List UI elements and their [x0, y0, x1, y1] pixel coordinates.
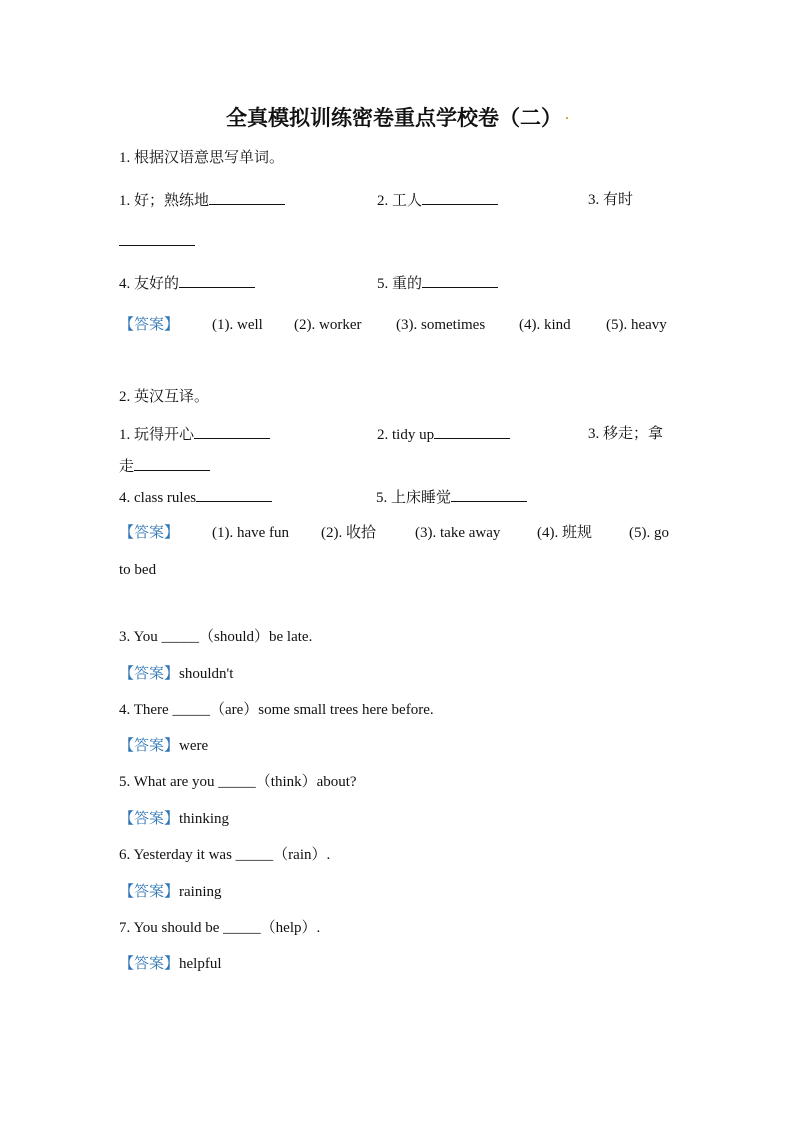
answer-blank[interactable]: [422, 273, 498, 288]
answer-6: [119, 882, 222, 902]
question-7: 7. You should be _____（help）.: [119, 920, 321, 936]
answer-label: 【答案】: [119, 956, 180, 972]
answer-blank[interactable]: [209, 190, 285, 205]
item-text: 2. 工人: [377, 193, 423, 209]
answer-blank[interactable]: [422, 190, 498, 205]
answer-text: raining: [179, 884, 222, 900]
answer-5: [119, 809, 229, 829]
item-text: 5. 重的: [377, 276, 423, 292]
page-title: 全真模拟训练密卷重点学校卷（二）: [226, 106, 562, 130]
q2-item-3: 3. 移走；拿: [588, 426, 664, 442]
q1-item-5: [377, 273, 498, 294]
question-5: 5. What are you _____（think）about?: [119, 774, 357, 790]
q1-item-4: [119, 273, 255, 294]
item-text: 1. 好；熟练地: [119, 193, 210, 209]
q2-answer-2: (2). 收拾: [321, 525, 376, 541]
q1-answer-4: (4). kind: [519, 317, 571, 333]
answer-blank[interactable]: [179, 273, 255, 288]
answer-blank[interactable]: [134, 456, 210, 471]
q2-item-2: [377, 424, 510, 445]
item-text: 4. class rules: [119, 490, 197, 506]
q1-answer-1: (1). well: [212, 317, 263, 333]
item-text: 5. 上床睡觉: [376, 490, 452, 506]
question-6: 6. Yesterday it was _____（rain）.: [119, 847, 331, 863]
answer-7: [119, 954, 222, 974]
q1-heading: 1. 根据汉语意思写单词。: [119, 150, 285, 166]
q2-item-4: [119, 487, 272, 508]
answer-text: were: [179, 738, 209, 754]
item-text: 走: [119, 459, 135, 475]
answer-text: shouldn't: [179, 666, 234, 682]
question-3: 3. You _____（should）be late.: [119, 629, 313, 645]
item-text: 2. tidy up: [377, 427, 435, 443]
answer-label: 【答案】: [119, 525, 180, 541]
q1-item-3: 3. 有时: [588, 192, 634, 208]
item-text: 1. 玩得开心: [119, 427, 195, 443]
q1-item-3-blank[interactable]: [119, 231, 195, 252]
answer-text: helpful: [179, 956, 222, 972]
answer-label: 【答案】: [119, 317, 180, 333]
answer-3: [119, 664, 233, 684]
q2-heading: 2. 英汉互译。: [119, 389, 210, 405]
q1-answer-5: (5). heavy: [606, 317, 667, 333]
answer-label: 【答案】: [119, 738, 180, 754]
q1-answer-3: (3). sometimes: [396, 317, 486, 333]
answer-blank[interactable]: [451, 487, 527, 502]
answer-blank[interactable]: [434, 424, 510, 439]
decorative-dot: [566, 117, 568, 119]
answer-label: 【答案】: [119, 811, 180, 827]
answer-blank[interactable]: [194, 424, 270, 439]
question-4: 4. There _____（are）some small trees here before.: [119, 702, 434, 718]
q2-answer-3: (3). take away: [415, 525, 501, 541]
q2-item-1: [119, 424, 270, 445]
q1-item-2: [377, 190, 498, 211]
q1-answer-2: (2). worker: [294, 317, 362, 333]
answer-text: thinking: [179, 811, 230, 827]
q2-answer-1: (1). have fun: [212, 525, 290, 541]
answer-4: [119, 736, 208, 756]
item-text: 4. 友好的: [119, 276, 180, 292]
answer-blank[interactable]: [196, 487, 272, 502]
q2-answer-5-cont: to bed: [119, 562, 157, 578]
q1-item-1: [119, 190, 285, 211]
q2-item-5: [376, 487, 527, 508]
q2-answer-4: (4). 班规: [537, 525, 592, 541]
answer-label: 【答案】: [119, 884, 180, 900]
q2-item-3-cont: [119, 456, 210, 477]
q2-answer-5: (5). go: [629, 525, 669, 541]
answer-label: 【答案】: [119, 666, 180, 682]
